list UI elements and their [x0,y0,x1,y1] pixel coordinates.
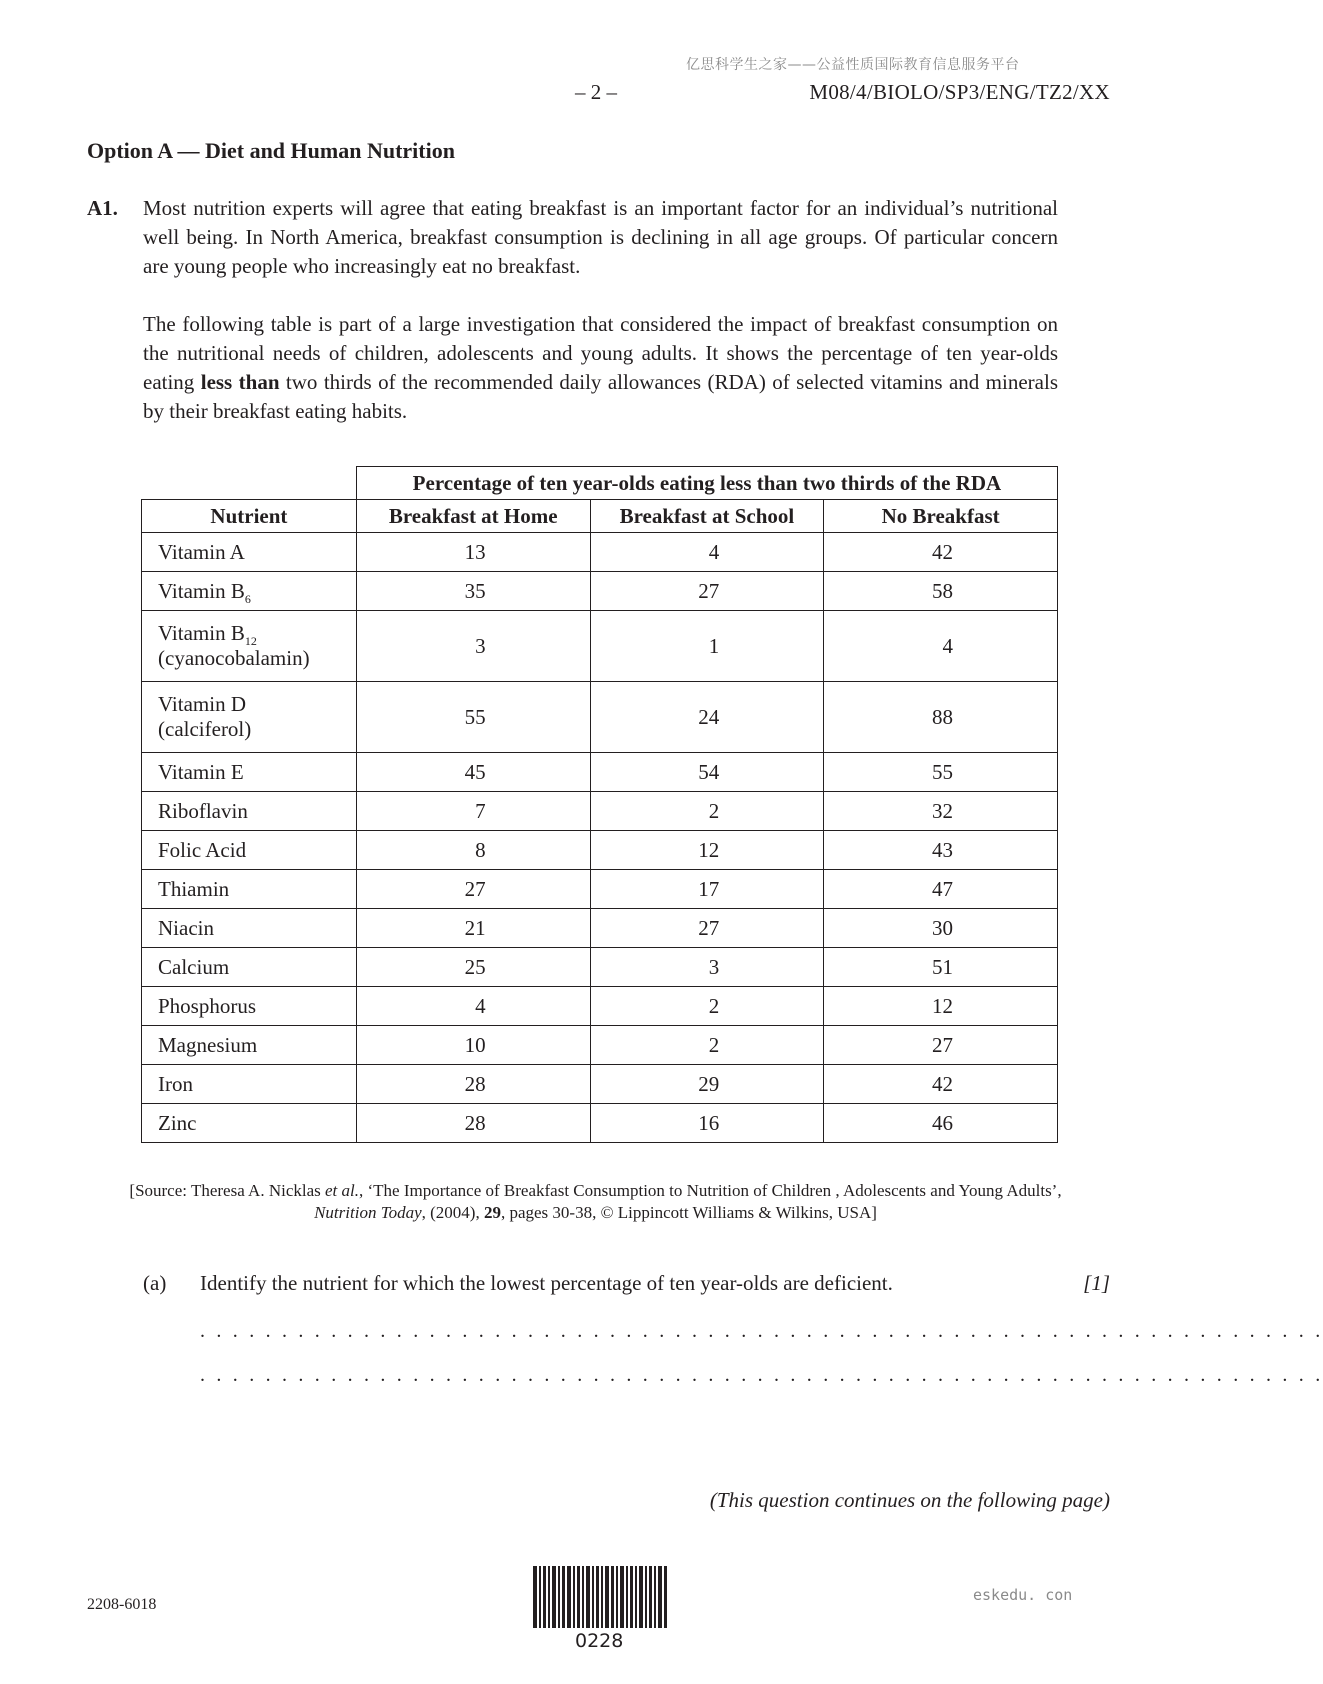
value-home: 8 [356,831,590,870]
question-intro: Most nutrition experts will agree that eating breakfast is an important factor for an individual’s nutritional well being. In North America, breakfast consumption is declining in all age groups. Of particular concern are young people who increasingly eat no breakfast. [143,196,1058,278]
value-school: 27 [590,909,824,948]
nutrient-name: Magnesium [142,1026,357,1065]
nutrient-name: Vitamin A [142,533,357,572]
nutrient-name: Vitamin D (calciferol) [142,682,357,753]
nutrient-name: Zinc [142,1104,357,1143]
nutrient-name: Niacin [142,909,357,948]
table-row [142,1065,1058,1104]
page-number: – 2 – [575,80,617,104]
nutrient-name: Thiamin [142,870,357,909]
barcode-number: 0228 [575,1630,624,1652]
value-home: 28 [356,1104,590,1143]
nutrient-table [141,466,1058,1143]
source-citation: [Source: Theresa A. Nicklas et al., ‘The Importance of Breakfast Consumption to Nutrition of Children , Adolescents and Young Adults’, Nutrition Today, (2004), 29, pages 30-38, © Lippincott Williams & Wilkins, USA] [129,1181,1062,1222]
table-group-header: Percentage of ten year-olds eating less than two thirds of the RDA [356,467,1057,500]
value-none: 4 [824,611,1058,682]
value-school: 1 [590,611,824,682]
table-row [142,987,1058,1026]
value-school: 54 [590,753,824,792]
value-school: 12 [590,831,824,870]
value-school: 27 [590,572,824,611]
column-header-school: Breakfast at School [590,500,824,533]
table-row [142,948,1058,987]
nutrient-name: Vitamin E [142,753,357,792]
value-none: 51 [824,948,1058,987]
document-id: 2208-6018 [87,1596,157,1613]
barcode-icon [533,1566,667,1628]
value-home: 45 [356,753,590,792]
value-none: 47 [824,870,1058,909]
value-school: 4 [590,533,824,572]
nutrient-name: Riboflavin [142,792,357,831]
nutrient-name: Calcium [142,948,357,987]
footer-watermark: eskedu. con [973,1586,1073,1604]
emphasis-less-than: less than [200,370,280,394]
table-row [142,572,1058,611]
value-school: 24 [590,682,824,753]
value-home: 4 [356,987,590,1026]
table-row [142,909,1058,948]
part-a-label: (a) [143,1271,167,1295]
value-none: 42 [824,533,1058,572]
value-home: 55 [356,682,590,753]
value-none: 46 [824,1104,1058,1143]
value-home: 21 [356,909,590,948]
continues-note: (This question continues on the following page) [709,1488,1110,1512]
header-watermark: 亿思科学生之家——公益性质国际教育信息服务平台 [686,57,1020,73]
table-row [142,1104,1058,1143]
table-row [142,870,1058,909]
value-none: 32 [824,792,1058,831]
table-row [142,1026,1058,1065]
value-home: 10 [356,1026,590,1065]
column-header-home: Breakfast at Home [356,500,590,533]
value-none: 88 [824,682,1058,753]
value-none: 30 [824,909,1058,948]
question-description: The following table is part of a large investigation that considered the impact of breakfast consumption on the nutritional needs of children, adolescents and young adults. It shows the percentage of ten year-olds eating less than two thirds of the recommended daily allowances (RDA) of selected vitamins and minerals by their breakfast eating habits. [143,312,1058,423]
table-row [142,831,1058,870]
value-school: 2 [590,792,824,831]
table-row [142,611,1058,682]
table-row [142,753,1058,792]
nutrient-name: Phosphorus [142,987,357,1026]
table-row [142,792,1058,831]
column-header-nutrient: Nutrient [142,500,357,533]
value-none: 12 [824,987,1058,1026]
value-none: 27 [824,1026,1058,1065]
question-number: A1. [87,196,118,220]
value-school: 29 [590,1065,824,1104]
table-row [142,533,1058,572]
value-home: 35 [356,572,590,611]
value-home: 28 [356,1065,590,1104]
value-school: 2 [590,987,824,1026]
nutrient-name: Iron [142,1065,357,1104]
value-none: 43 [824,831,1058,870]
value-home: 13 [356,533,590,572]
value-home: 27 [356,870,590,909]
part-a-question: Identify the nutrient for which the lowest percentage of ten year-olds are deficient. [200,1271,893,1295]
value-school: 17 [590,870,824,909]
answer-line[interactable]: . . . . . . . . . . . . . . . . . . . . . . . . . . . . . . . . . . . . . . . . . . . . . . . . . . . . . . . . . . . . . . . . . . . . . [200,1364,1323,1386]
value-none: 55 [824,753,1058,792]
exam-code: M08/4/BIOLO/SP3/ENG/TZ2/XX [809,80,1110,104]
nutrient-name: Folic Acid [142,831,357,870]
value-none: 58 [824,572,1058,611]
value-home: 25 [356,948,590,987]
value-school: 2 [590,1026,824,1065]
nutrient-name: Vitamin $B_6$ [142,572,357,611]
value-school: 16 [590,1104,824,1143]
value-none: 42 [824,1065,1058,1104]
value-school: 3 [590,948,824,987]
part-a-marks: [1] [1083,1271,1110,1295]
nutrient-name: Vitamin $B_{12}$ (cyanocobalamin) [142,611,357,682]
column-header-none: No Breakfast [824,500,1058,533]
section-title: Option A — Diet and Human Nutrition [87,138,455,163]
value-home: 3 [356,611,590,682]
answer-line[interactable]: . . . . . . . . . . . . . . . . . . . . . . . . . . . . . . . . . . . . . . . . . . . . . . . . . . . . . . . . . . . . . . . . . . . . . [200,1320,1323,1342]
table-row [142,682,1058,753]
value-home: 7 [356,792,590,831]
